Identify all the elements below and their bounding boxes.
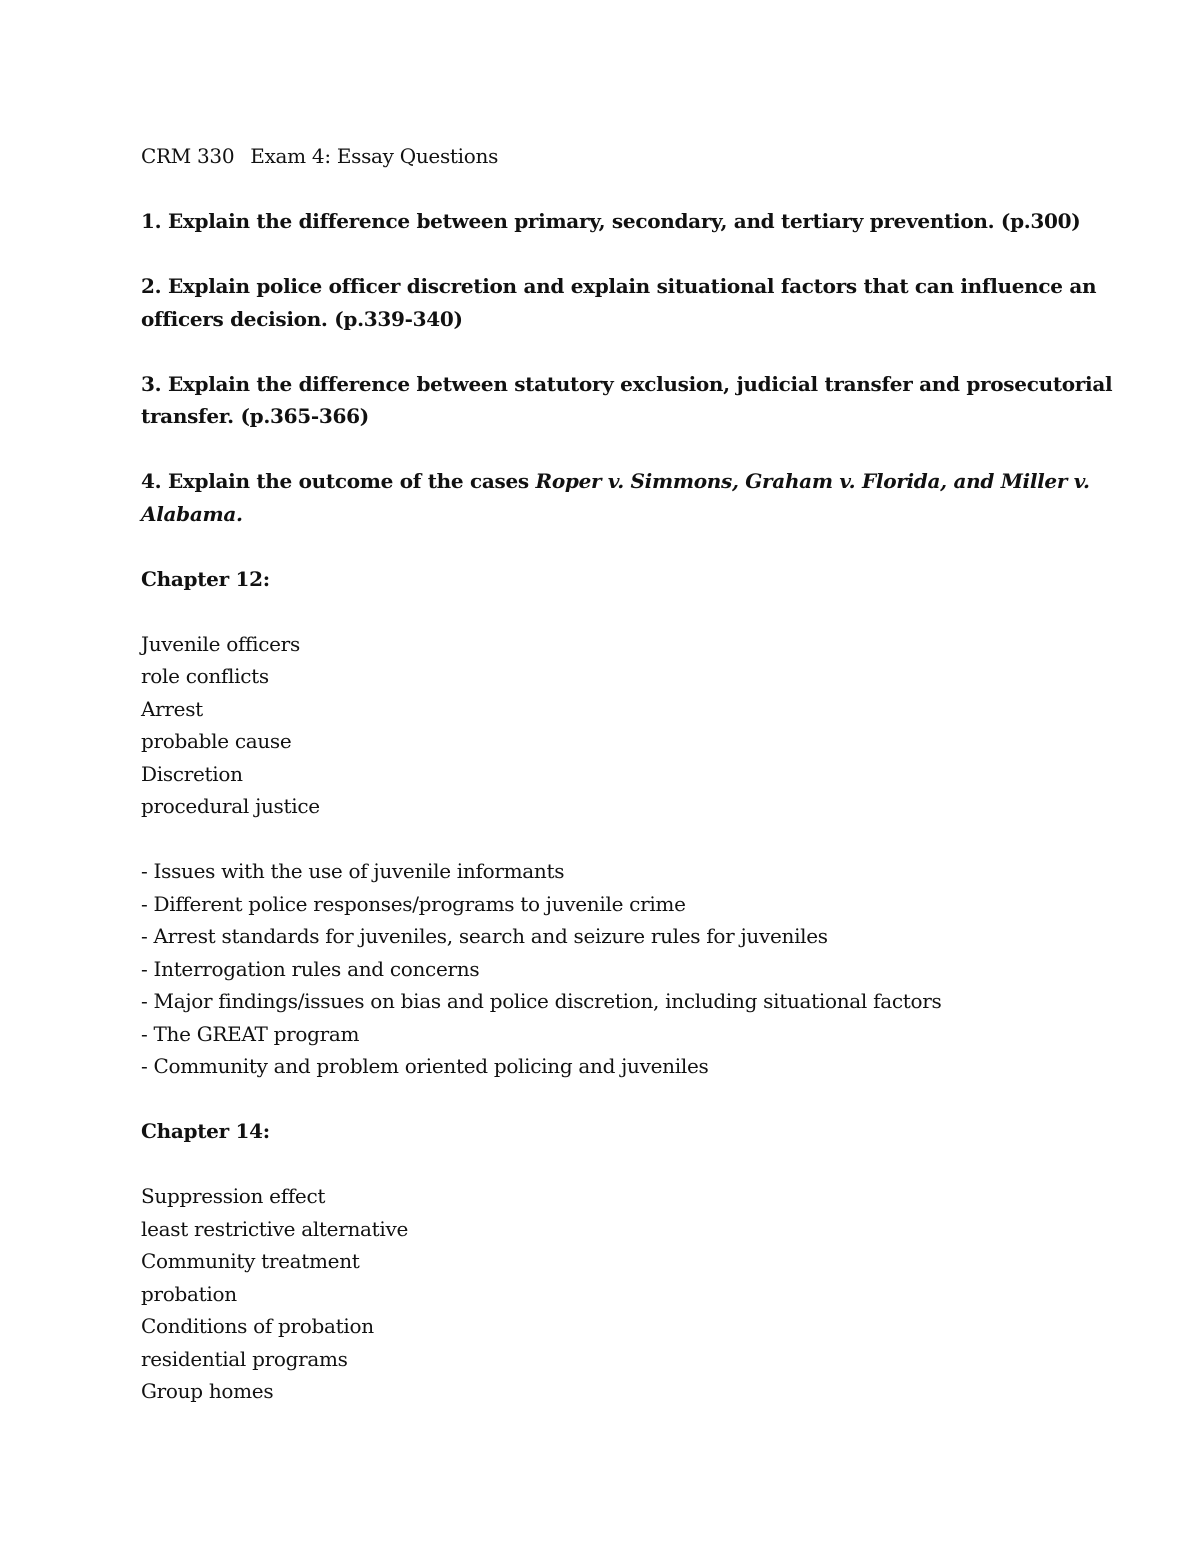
ch12-term: Arrest: [141, 696, 203, 721]
document-page: [141, 140, 1113, 1408]
spacer: [141, 823, 1061, 856]
course-code: CRM 330: [141, 144, 235, 168]
ch12-topic: - Issues with the use of juvenile informants: [141, 859, 565, 883]
ch12-term: Juvenile officers: [141, 631, 300, 656]
question-3-line-1: 3. Explain the difference between statutory exclusion, judicial transfer and prosecutorial: [141, 371, 1113, 396]
question-4-line-2: [141, 498, 1041, 531]
question-4-cases-cont: Alabama.: [141, 501, 243, 526]
ch14-term: Suppression effect: [141, 1184, 326, 1208]
document-title: [141, 140, 1061, 173]
question-1: 1. Explain the difference between primary, secondary, and tertiary prevention. (p.300): [141, 209, 1081, 233]
chapter-12-heading: Chapter 12:: [141, 566, 270, 591]
chapter-14-heading: Chapter 14:: [141, 1119, 270, 1143]
ch14-term: probation: [141, 1281, 237, 1306]
spacer: [141, 173, 1061, 206]
spacer: [141, 335, 1061, 368]
ch12-term: role conflicts: [141, 664, 269, 688]
ch14-term: Community treatment: [141, 1249, 360, 1273]
ch12-topic: - The GREAT program: [141, 1021, 360, 1046]
spacer: [141, 1148, 1061, 1181]
question-4-prefix: 4. Explain the outcome of the cases: [141, 469, 536, 493]
ch14-term: Conditions of probation: [141, 1314, 374, 1338]
ch12-topic: - Arrest standards for juveniles, search and seizure rules for juveniles: [141, 924, 828, 948]
ch12-topic: - Community and problem oriented policing and juveniles: [141, 1054, 709, 1078]
question-4-line-1: [141, 465, 1090, 498]
spacer: [141, 595, 1061, 628]
spacer: [141, 433, 1061, 466]
spacer: [141, 530, 1061, 563]
question-4-cases: Roper v. Simmons, Graham v. Florida, and Miller v.: [535, 469, 1090, 493]
ch12-topic: - Interrogation rules and concerns: [141, 956, 480, 981]
ch14-term: least restrictive alternative: [141, 1216, 409, 1241]
question-3-line-2: transfer. (p.365-366): [141, 404, 369, 428]
spacer: [141, 1083, 1061, 1116]
ch12-term: probable cause: [141, 729, 292, 753]
question-2-line-1: 2. Explain police officer discretion and explain situational factors that can influence an: [141, 274, 1097, 298]
ch14-term: Group homes: [141, 1379, 274, 1403]
ch12-term: procedural justice: [141, 794, 320, 818]
exam-title: Exam 4: Essay Questions: [250, 144, 499, 168]
spacer: [141, 238, 1061, 271]
ch12-topic: - Different police responses/programs to juvenile crime: [141, 891, 686, 916]
question-2-line-2: officers decision. (p.339-340): [141, 306, 463, 331]
ch12-term: Discretion: [141, 761, 243, 786]
ch14-term: residential programs: [141, 1346, 348, 1371]
ch12-topic: - Major findings/issues on bias and police discretion, including situational factors: [141, 989, 942, 1013]
